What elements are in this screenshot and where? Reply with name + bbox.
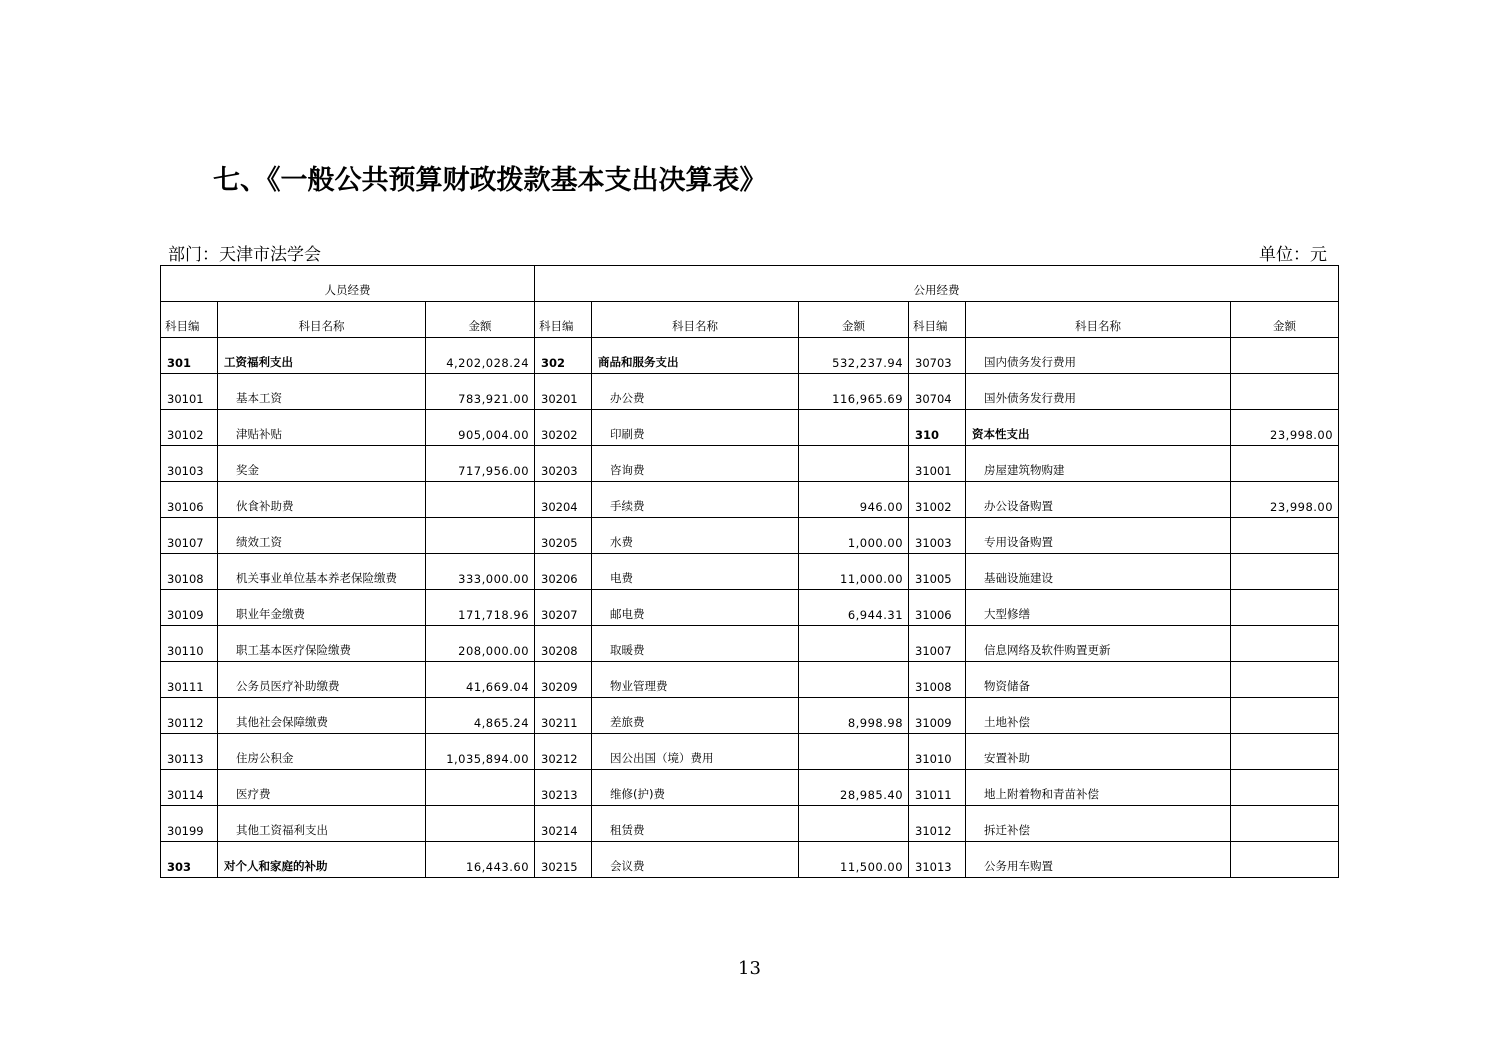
subject-name: 其他工资福利支出	[218, 806, 426, 842]
subject-name: 大型修缮	[966, 590, 1231, 626]
amount: 717,956.00	[426, 446, 535, 482]
amount	[1231, 662, 1339, 698]
subject-code: 301	[161, 338, 218, 374]
subject-name: 会议费	[592, 842, 799, 878]
subject-code: 31006	[909, 590, 966, 626]
subject-code: 30214	[535, 806, 592, 842]
amount	[1231, 806, 1339, 842]
amount: 16,443.60	[426, 842, 535, 878]
group-public: 公用经费	[535, 266, 1339, 302]
amount: 208,000.00	[426, 626, 535, 662]
amount: 28,985.40	[799, 770, 909, 806]
subject-code: 30212	[535, 734, 592, 770]
amount	[1231, 842, 1339, 878]
subject-code: 303	[161, 842, 218, 878]
table-row	[161, 806, 1339, 842]
table-row	[161, 410, 1339, 446]
subject-code: 30110	[161, 626, 218, 662]
subject-name: 办公费	[592, 374, 799, 410]
subject-code: 31001	[909, 446, 966, 482]
subject-name: 职工基本医疗保险缴费	[218, 626, 426, 662]
subject-code: 30109	[161, 590, 218, 626]
subject-code: 30209	[535, 662, 592, 698]
subject-code: 31009	[909, 698, 966, 734]
subject-name: 取暖费	[592, 626, 799, 662]
subject-code: 31010	[909, 734, 966, 770]
subject-name: 物业管理费	[592, 662, 799, 698]
subject-name: 津贴补贴	[218, 410, 426, 446]
amount	[799, 410, 909, 446]
header-name: 科目名称	[218, 302, 426, 338]
subject-name: 奖金	[218, 446, 426, 482]
subject-name: 地上附着物和青苗补偿	[966, 770, 1231, 806]
subject-name: 国内债务发行费用	[966, 338, 1231, 374]
subject-name: 基础设施建设	[966, 554, 1231, 590]
amount	[1231, 518, 1339, 554]
page-number: 13	[738, 958, 761, 979]
amount	[1231, 554, 1339, 590]
subject-code: 30215	[535, 842, 592, 878]
group-header-row	[161, 266, 1339, 302]
subject-code: 31013	[909, 842, 966, 878]
column-header-row	[161, 302, 1339, 338]
subject-name: 办公设备购置	[966, 482, 1231, 518]
amount	[1231, 446, 1339, 482]
amount: 1,035,894.00	[426, 734, 535, 770]
subject-name: 水费	[592, 518, 799, 554]
amount	[1231, 626, 1339, 662]
amount: 11,500.00	[799, 842, 909, 878]
amount	[1231, 590, 1339, 626]
subject-code: 30103	[161, 446, 218, 482]
subject-name: 差旅费	[592, 698, 799, 734]
subject-code: 30208	[535, 626, 592, 662]
subject-name: 公务用车购置	[966, 842, 1231, 878]
amount	[799, 446, 909, 482]
amount: 41,669.04	[426, 662, 535, 698]
header-amount: 金额	[1231, 302, 1339, 338]
subject-code: 30102	[161, 410, 218, 446]
table-row	[161, 626, 1339, 662]
subject-code: 30107	[161, 518, 218, 554]
subject-name: 电费	[592, 554, 799, 590]
amount: 116,965.69	[799, 374, 909, 410]
table-row	[161, 698, 1339, 734]
subject-name: 其他社会保障缴费	[218, 698, 426, 734]
subject-name: 工资福利支出	[218, 338, 426, 374]
subject-name: 拆迁补偿	[966, 806, 1231, 842]
subject-code: 31005	[909, 554, 966, 590]
subject-code: 30211	[535, 698, 592, 734]
amount	[799, 626, 909, 662]
amount: 333,000.00	[426, 554, 535, 590]
subject-name: 安置补助	[966, 734, 1231, 770]
subject-name: 邮电费	[592, 590, 799, 626]
amount	[426, 518, 535, 554]
header-code: 科目编	[161, 302, 218, 338]
amount: 4,202,028.24	[426, 338, 535, 374]
subject-code: 30113	[161, 734, 218, 770]
subject-name: 基本工资	[218, 374, 426, 410]
subject-code: 30207	[535, 590, 592, 626]
subject-name: 商品和服务支出	[592, 338, 799, 374]
subject-name: 对个人和家庭的补助	[218, 842, 426, 878]
amount: 532,237.94	[799, 338, 909, 374]
amount: 1,000.00	[799, 518, 909, 554]
table-row	[161, 734, 1339, 770]
table-row	[161, 590, 1339, 626]
header-name: 科目名称	[966, 302, 1231, 338]
subject-code: 310	[909, 410, 966, 446]
subject-code: 30199	[161, 806, 218, 842]
subject-name: 房屋建筑物购建	[966, 446, 1231, 482]
subject-code: 31003	[909, 518, 966, 554]
group-personnel: 人员经费	[161, 266, 535, 302]
subject-code: 30204	[535, 482, 592, 518]
amount	[1231, 698, 1339, 734]
department-label: 部门：天津市法学会	[168, 245, 321, 265]
subject-name: 国外债务发行费用	[966, 374, 1231, 410]
table-row	[161, 374, 1339, 410]
header-amount: 金额	[799, 302, 909, 338]
subject-name: 土地补偿	[966, 698, 1231, 734]
subject-name: 印刷费	[592, 410, 799, 446]
page-title: 七、《一般公共预算财政拨款基本支出决算表》	[213, 165, 767, 196]
subject-code: 30114	[161, 770, 218, 806]
subject-code: 30112	[161, 698, 218, 734]
subject-name: 公务员医疗补助缴费	[218, 662, 426, 698]
subject-name: 物资储备	[966, 662, 1231, 698]
subject-name: 租赁费	[592, 806, 799, 842]
subject-name: 手续费	[592, 482, 799, 518]
amount	[426, 770, 535, 806]
subject-name: 因公出国（境）费用	[592, 734, 799, 770]
subject-code: 31007	[909, 626, 966, 662]
subject-code: 30106	[161, 482, 218, 518]
subject-code: 30108	[161, 554, 218, 590]
amount: 946.00	[799, 482, 909, 518]
table-row	[161, 338, 1339, 374]
subject-name: 住房公积金	[218, 734, 426, 770]
table-row	[161, 770, 1339, 806]
subject-name: 维修(护)费	[592, 770, 799, 806]
subject-code: 30704	[909, 374, 966, 410]
table-row	[161, 554, 1339, 590]
subject-code: 30206	[535, 554, 592, 590]
subject-code: 30101	[161, 374, 218, 410]
amount	[799, 806, 909, 842]
subject-name: 职业年金缴费	[218, 590, 426, 626]
amount: 905,004.00	[426, 410, 535, 446]
header-code: 科目编	[909, 302, 966, 338]
subject-code: 30703	[909, 338, 966, 374]
table-row	[161, 482, 1339, 518]
subject-name: 咨询费	[592, 446, 799, 482]
amount: 6,944.31	[799, 590, 909, 626]
subject-code: 30205	[535, 518, 592, 554]
amount	[1231, 374, 1339, 410]
subject-name: 绩效工资	[218, 518, 426, 554]
amount	[799, 662, 909, 698]
amount	[426, 482, 535, 518]
table-row	[161, 662, 1339, 698]
table-row	[161, 842, 1339, 878]
subject-code: 30213	[535, 770, 592, 806]
subject-code: 302	[535, 338, 592, 374]
amount	[799, 734, 909, 770]
budget-table	[160, 265, 1339, 878]
subject-code: 30111	[161, 662, 218, 698]
subject-name: 伙食补助费	[218, 482, 426, 518]
subject-name: 资本性支出	[966, 410, 1231, 446]
header-code: 科目编	[535, 302, 592, 338]
subject-code: 30202	[535, 410, 592, 446]
amount: 783,921.00	[426, 374, 535, 410]
amount	[426, 806, 535, 842]
subject-name: 机关事业单位基本养老保险缴费	[218, 554, 426, 590]
unit-label: 单位：元	[1259, 245, 1327, 265]
amount: 23,998.00	[1231, 482, 1339, 518]
subject-code: 31012	[909, 806, 966, 842]
subject-code: 31002	[909, 482, 966, 518]
amount	[1231, 338, 1339, 374]
subject-code: 30203	[535, 446, 592, 482]
header-amount: 金额	[426, 302, 535, 338]
amount: 171,718.96	[426, 590, 535, 626]
amount: 4,865.24	[426, 698, 535, 734]
amount: 23,998.00	[1231, 410, 1339, 446]
table-row	[161, 446, 1339, 482]
subject-code: 30201	[535, 374, 592, 410]
amount: 11,000.00	[799, 554, 909, 590]
amount: 8,998.98	[799, 698, 909, 734]
amount	[1231, 734, 1339, 770]
table-row	[161, 518, 1339, 554]
amount	[1231, 770, 1339, 806]
header-name: 科目名称	[592, 302, 799, 338]
subject-code: 31008	[909, 662, 966, 698]
subject-name: 专用设备购置	[966, 518, 1231, 554]
subject-name: 信息网络及软件购置更新	[966, 626, 1231, 662]
subject-code: 31011	[909, 770, 966, 806]
subject-name: 医疗费	[218, 770, 426, 806]
